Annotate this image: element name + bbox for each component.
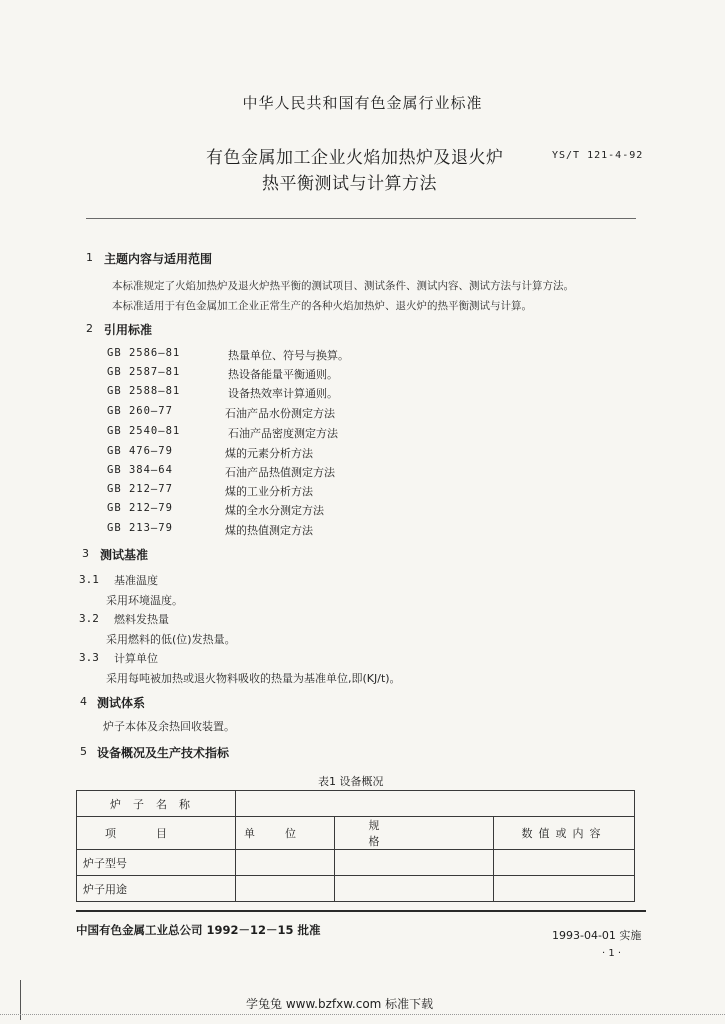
table-cell <box>77 817 236 850</box>
section-3-number: 3 <box>82 547 89 560</box>
column-header-spec: 规格 <box>368 819 460 848</box>
subsection-title: 基准温度 <box>114 574 158 587</box>
approval-line: 中国有色金属工业总公司 1992－12－15 批准 <box>76 923 321 937</box>
reference-code: GB 384—64 <box>107 464 173 476</box>
watermark-text: 学兔兔 www.bzfxw.com 标准下载 <box>246 997 434 1011</box>
table-cell <box>335 817 494 850</box>
page-number: · 1 · <box>602 948 622 959</box>
reference-code: GB 2588—81 <box>107 385 181 397</box>
table-cell <box>335 876 494 902</box>
table-row <box>77 850 635 876</box>
reference-code: GB 260—77 <box>107 405 173 417</box>
subsection-number: 3.1 <box>79 573 99 586</box>
column-header-value: 数值或内容 <box>521 827 607 840</box>
reference-title: 煤的工业分析方法 <box>225 485 313 498</box>
table-cell <box>77 876 236 902</box>
section-3-title: 测试基准 <box>100 548 149 562</box>
reference-title: 煤的热值测定方法 <box>225 524 313 537</box>
reference-code: GB 213—79 <box>107 522 173 534</box>
reference-code: GB 212—79 <box>107 502 173 514</box>
table-row <box>77 876 635 902</box>
reference-code: GB 2587—81 <box>107 366 181 378</box>
page-edge <box>0 1014 725 1015</box>
reference-code: GB 212—77 <box>107 483 173 495</box>
table-cell <box>236 817 335 850</box>
table-cell <box>494 817 635 850</box>
table-cell <box>77 791 236 817</box>
reference-title: 热设备能量平衡通则。 <box>228 368 338 381</box>
table-row <box>77 817 635 850</box>
document-header: 中华人民共和国有色金属行业标准 <box>242 94 483 112</box>
section-4-number: 4 <box>80 695 87 708</box>
subsection-number: 3.2 <box>79 612 99 625</box>
reference-title: 热量单位、符号与换算。 <box>228 349 349 362</box>
table-cell <box>236 850 335 876</box>
reference-title: 石油产品热值测定方法 <box>225 466 335 479</box>
subsection-body: 采用燃料的低(位)发热量。 <box>106 633 236 646</box>
reference-title: 煤的元素分析方法 <box>225 447 313 460</box>
table-cell <box>77 850 236 876</box>
footer-divider <box>76 910 646 912</box>
table-cell <box>236 876 335 902</box>
furnace-name-label: 炉子名称 <box>110 797 202 811</box>
standard-code: YS/T 121-4-92 <box>552 150 644 161</box>
section-4-body: 炉子本体及余热回收装置。 <box>103 720 235 733</box>
section-1-paragraph-1: 本标准规定了火焰加热炉及退火炉热平衡的测试项目、测试条件、测试内容、测试方法与计算方法。 <box>112 280 574 292</box>
subsection-body: 采用环境温度。 <box>106 594 183 607</box>
subsection-body: 采用每吨被加热或退火物料吸收的热量为基准单位,即(KJ/t)。 <box>106 672 401 685</box>
table-caption: 表1 设备概况 <box>318 775 384 788</box>
column-header-unit: 单位 <box>244 827 326 840</box>
reference-title: 设备热效率计算通则。 <box>228 387 338 400</box>
reference-title: 石油产品水份测定方法 <box>225 407 335 420</box>
subsection-title: 计算单位 <box>114 652 158 665</box>
section-5-number: 5 <box>80 745 87 758</box>
section-4-title: 测试体系 <box>97 696 146 710</box>
reference-code: GB 476—79 <box>107 445 173 457</box>
reference-title: 煤的全水分测定方法 <box>225 504 324 517</box>
section-5-title: 设备概况及生产技术指标 <box>97 746 230 760</box>
subsection-number: 3.3 <box>79 651 99 664</box>
reference-code: GB 2586—81 <box>107 347 181 359</box>
header-divider <box>86 218 636 219</box>
column-header-item: 项目 <box>105 827 207 840</box>
equipment-table <box>76 790 635 902</box>
document-title-line-2: 热平衡测试与计算方法 <box>262 174 437 194</box>
section-1-title: 主题内容与适用范围 <box>104 252 213 266</box>
document-title-line-1: 有色金属加工企业火焰加热炉及退火炉 <box>206 148 504 168</box>
section-2-number: 2 <box>86 322 93 335</box>
row-label: 炉子型号 <box>83 856 127 870</box>
table-cell <box>335 850 494 876</box>
effective-date: 1993-04-01 实施 <box>552 929 642 942</box>
table-cell <box>494 850 635 876</box>
table-row <box>77 791 635 817</box>
reference-title: 石油产品密度测定方法 <box>228 427 338 440</box>
section-1-paragraph-2: 本标准适用于有色金属加工企业正常生产的各种火焰加热炉、退火炉的热平衡测试与计算。 <box>112 300 532 312</box>
section-1-number: 1 <box>86 251 93 264</box>
section-2-title: 引用标准 <box>104 323 153 337</box>
subsection-title: 燃料发热量 <box>114 613 169 626</box>
reference-code: GB 2540—81 <box>107 425 181 437</box>
table-cell <box>494 876 635 902</box>
table-cell <box>236 791 635 817</box>
row-label: 炉子用途 <box>83 882 127 896</box>
